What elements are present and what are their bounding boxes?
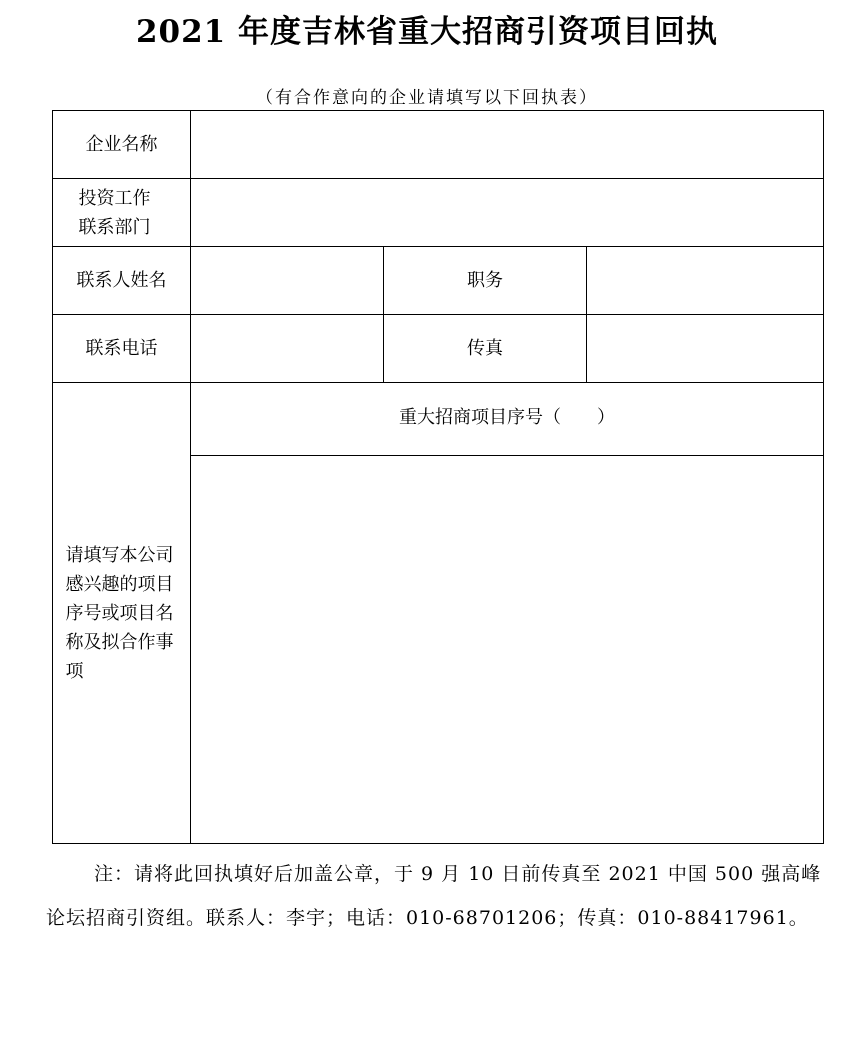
department-field[interactable] [191,179,824,247]
phone-label: 联系电话 [53,315,191,383]
row-contact [53,247,824,315]
department-label: 投资工作联系部门 [78,187,151,238]
project-details-field[interactable] [191,456,824,844]
footnote: 注：请将此回执填好后加盖公章，于 9 月 10 日前传真至 2021 中国 500 强高峰论坛招商引资组。联系人：李宇；电话：010-68701206；传真：010-88417961。 [46,863,822,929]
contact-name-label: 联系人姓名 [53,247,191,315]
phone-field[interactable] [191,315,384,383]
contact-name-field[interactable] [191,247,384,315]
project-label-cell [53,383,191,844]
document-title: 2021 年度吉林省重大招商引资项目回执 [135,14,719,50]
position-field[interactable] [587,247,824,315]
department-label-cell [53,179,191,247]
document-subtitle: （有合作意向的企业请填写以下回执表） [256,88,598,108]
company-name-field[interactable] [191,111,824,179]
position-label: 职务 [384,247,587,315]
row-phone [53,315,824,383]
project-label: 请填写本公司感兴趣的项目序号或项目名称及拟合作事项 [65,544,174,682]
fax-field[interactable] [587,315,824,383]
row-department [53,179,824,247]
company-name-label: 企业名称 [53,111,191,179]
project-number-label: 重大招商项目序号（ ） [191,383,824,456]
reply-form-table [52,110,824,844]
fax-label: 传真 [384,315,587,383]
row-project-number [53,383,824,456]
row-company-name [53,111,824,179]
